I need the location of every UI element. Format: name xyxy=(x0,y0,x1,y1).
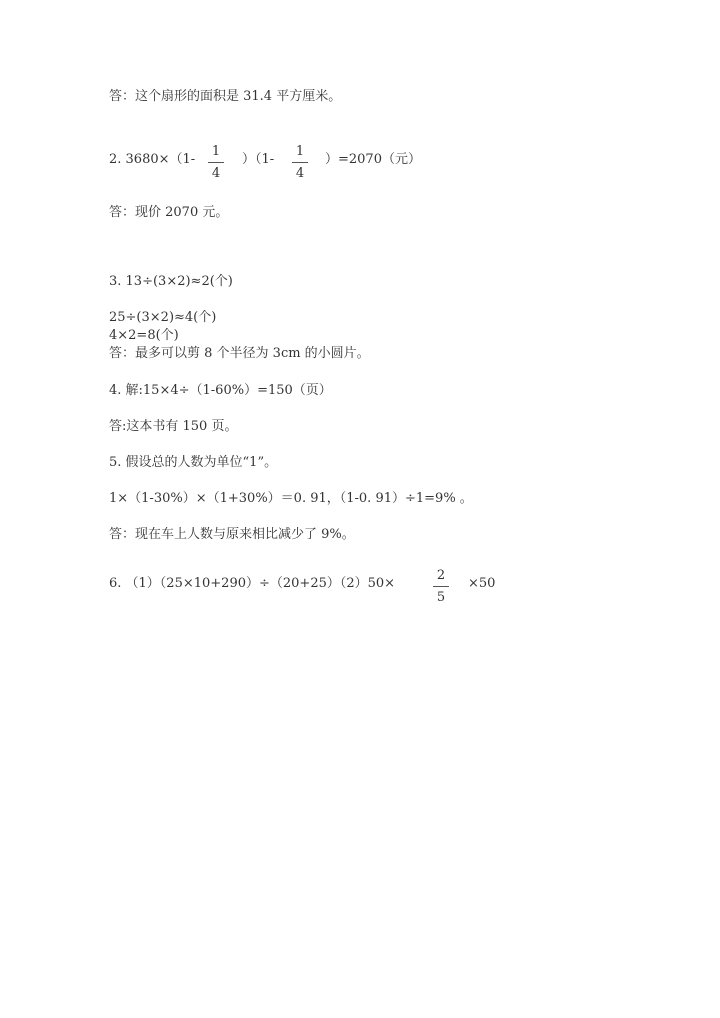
fraction-denominator: 4 xyxy=(295,166,305,181)
answer-sector-area: 答：这个扇形的面积是 31.4 平方厘米。 xyxy=(109,89,342,104)
problem-5-assumption: 5. 假设总的人数为单位“1”。 xyxy=(109,455,278,470)
problem-2-expression-start: 2. 3680×（1- xyxy=(109,152,196,167)
problem-3-step-2: 25÷(3×2)≈4(个) xyxy=(109,310,217,325)
answer-book-pages: 答:这本书有 150 页。 xyxy=(109,419,238,434)
fraction-one-quarter-2 xyxy=(292,145,308,181)
fraction-denominator: 5 xyxy=(436,590,446,605)
problem-2-expression-end: ）=2070（元） xyxy=(325,152,421,167)
problem-5-calculation: 1×（1-30%）×（1+30%）＝0. 91，（1-0. 91）÷1=9% 。 xyxy=(109,491,473,506)
fraction-denominator: 4 xyxy=(211,166,221,181)
answer-circles: 答：最多可以剪 8 个半径为 3cm 的小圆片。 xyxy=(109,346,370,361)
problem-6-expression-end: ×50 xyxy=(468,576,496,591)
problem-2-expression-middle: ）（1- xyxy=(242,152,275,167)
fraction-one-quarter-1 xyxy=(208,145,224,181)
answer-passenger-change: 答：现在车上人数与原来相比减少了 9%。 xyxy=(109,527,355,542)
problem-3-step-1: 3. 13÷(3×2)≈2(个) xyxy=(109,274,233,289)
fraction-bar xyxy=(208,162,224,163)
fraction-numerator: 2 xyxy=(436,568,446,583)
problem-3-step-3: 4×2=8(个) xyxy=(109,328,179,343)
fraction-bar xyxy=(433,586,449,587)
fraction-two-fifths xyxy=(433,569,449,605)
fraction-numerator: 1 xyxy=(295,144,305,159)
fraction-numerator: 1 xyxy=(211,144,221,159)
problem-4-solution: 4. 解:15×4÷（1-60%）=150（页） xyxy=(109,383,332,398)
problem-6-expression: 6. （1）（25×10+290）÷（20+25）（2）50× xyxy=(109,576,396,591)
answer-current-price: 答：现价 2070 元。 xyxy=(109,205,229,220)
fraction-bar xyxy=(292,162,308,163)
